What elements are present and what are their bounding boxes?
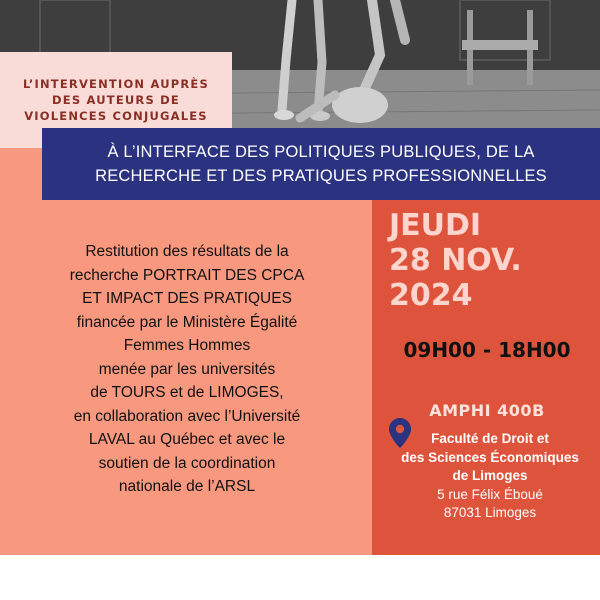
description-line: en collaboration avec l’Université bbox=[73, 407, 301, 425]
event-year: 2024 bbox=[389, 278, 473, 313]
event-date bbox=[389, 208, 522, 313]
street-address: 5 rue Félix Éboué bbox=[437, 486, 543, 502]
subtitle-banner bbox=[42, 128, 600, 200]
event-room: AMPHI 400B bbox=[429, 401, 545, 420]
description-line: soutien de la coordination bbox=[98, 454, 276, 472]
topic-line: L’INTERVENTION AUPRÈS bbox=[23, 77, 209, 91]
bottom-strip bbox=[0, 555, 600, 600]
description-line: financée par le Ministère Égalité bbox=[76, 313, 298, 331]
venue-line: de Limoges bbox=[452, 468, 528, 483]
venue-line: Faculté de Droit et bbox=[431, 431, 549, 446]
description-line: Restitution des résultats de la bbox=[85, 243, 289, 260]
description-line: recherche PORTRAIT DES CPCA bbox=[69, 266, 305, 284]
description-line: menée par les universités bbox=[98, 360, 276, 378]
venue-line: des Sciences Économiques bbox=[401, 449, 579, 465]
event-time: 09H00 - 18H00 bbox=[403, 338, 571, 362]
banner-line: RECHERCHE ET DES PRATIQUES PROFESSIONNELLES bbox=[95, 167, 547, 185]
description-line: LAVAL au Québec et avec le bbox=[88, 431, 286, 448]
city-address: 87031 Limoges bbox=[443, 505, 537, 520]
topic-line: DES AUTEURS DE bbox=[52, 93, 180, 107]
description-line: de TOURS et de LIMOGES, bbox=[90, 384, 284, 401]
description-line: nationale de l’ARSL bbox=[118, 478, 256, 495]
event-description bbox=[20, 240, 354, 499]
event-date-text: 28 NOV. bbox=[389, 243, 522, 278]
event-address bbox=[380, 430, 600, 523]
event-day: JEUDI bbox=[389, 208, 482, 243]
description-line: Femmes Hommes bbox=[123, 337, 251, 354]
banner-line: À L’INTERFACE DES POLITIQUES PUBLIQUES, DE LA bbox=[107, 143, 535, 161]
topic-line: VIOLENCES CONJUGALES bbox=[24, 109, 208, 123]
description-line: ET IMPACT DES PRATIQUES bbox=[82, 290, 292, 307]
